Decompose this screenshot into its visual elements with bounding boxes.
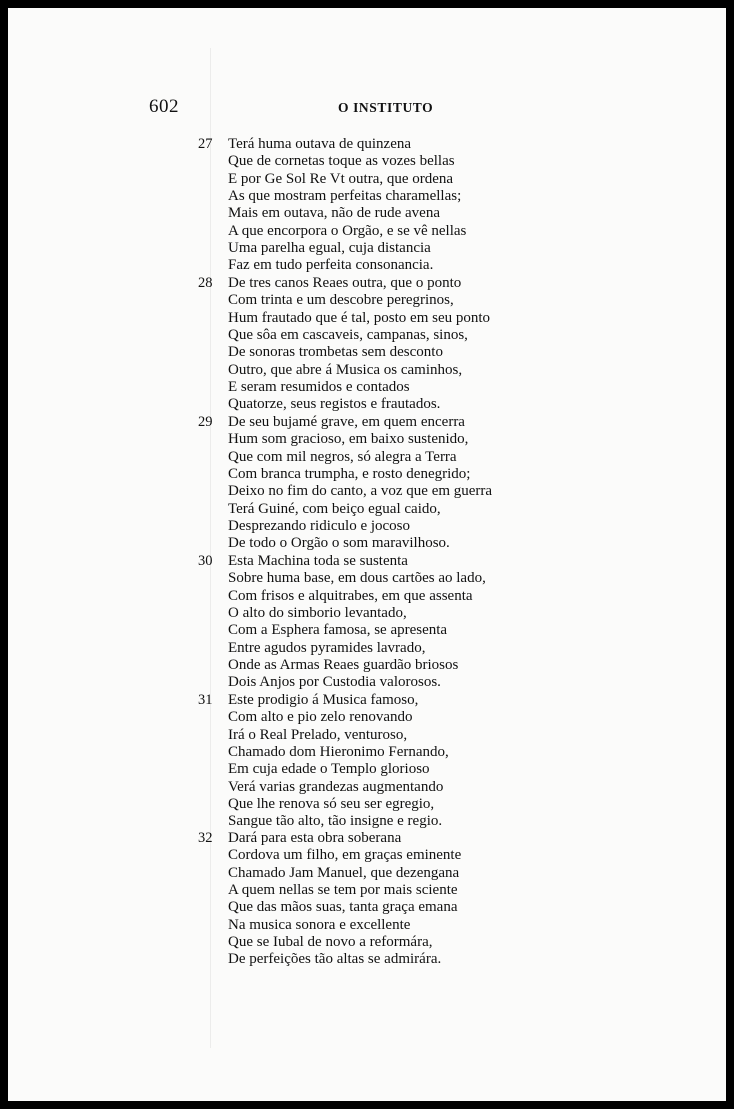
stanza-number: 32 (198, 830, 213, 846)
verse-line: Com trinta e um descobre peregrinos, (228, 292, 454, 309)
verse-line: De seu bujamé grave, em quem encerra (228, 414, 465, 430)
page-number: 602 (149, 96, 179, 117)
verse-line: Que de cornetas toque as vozes bellas (228, 153, 455, 170)
verse-line: Cordova um filho, em graças eminente (228, 847, 462, 864)
verse-line: A quem nellas se tem por mais sciente (228, 881, 458, 898)
verse-line: Desprezando ridiculo e jocoso (228, 517, 411, 534)
verse-line: Com branca trumpha, e rosto denegrido; (228, 465, 471, 482)
verse-line: Chamado dom Hieronimo Fernando, (228, 743, 449, 760)
running-title: O INSTITUTO (338, 100, 434, 115)
verse-line: Mais em outava, não de rude avena (228, 205, 440, 222)
verse-line: Que com mil negros, só alegra a Terra (228, 448, 457, 465)
stanza-number: 31 (198, 692, 213, 708)
verse-line: De tres canos Reaes outra, que o ponto (228, 275, 462, 291)
verse-line: Entre agudos pyramides lavrado, (228, 639, 426, 656)
verse-line: Que lhe renova só seu ser egregio, (228, 795, 435, 812)
verse-line: Este prodigio á Musica famoso, (228, 692, 419, 708)
verse-line: Hum frautado que é tal, posto em seu ponto (228, 309, 491, 326)
verse-line: Verá varias grandezas augmentando (228, 778, 444, 795)
verse-line: Chamado Jam Manuel, que dezengana (228, 864, 460, 881)
verse-line: Que sôa em cascaveis, campanas, sinos, (228, 326, 468, 343)
verse-line: Que das mãos suas, tanta graça emana (228, 899, 458, 916)
verse-line: Faz em tudo perfeita consonancia. (228, 257, 434, 274)
verse-line: De perfeições tão altas se admirára. (228, 951, 442, 968)
verse-line: Em cuja edade o Templo glorioso (228, 761, 430, 778)
verse-line: De sonoras trombetas sem desconto (228, 344, 443, 361)
verse-line: Que se Iubal de novo a reformára, (228, 933, 433, 950)
verse-line: Irá o Real Prelado, venturoso, (228, 726, 408, 743)
stanza-number: 27 (198, 136, 213, 152)
stanza-number: 30 (198, 553, 213, 569)
verse-line: Com a Esphera famosa, se apresenta (228, 622, 448, 639)
verse-line: Deixo no fim do canto, a voz que em guerra (228, 483, 493, 500)
verse-line: Sangue tão alto, tão insigne e regio. (228, 813, 443, 830)
book-page (8, 8, 726, 1101)
stanza-number: 29 (198, 414, 213, 430)
verse-line: E seram resumidos e contados (228, 378, 410, 395)
verse-line: Outro, que abre á Musica os caminhos, (228, 361, 463, 378)
verse-line: Quatorze, seus registos e frautados. (228, 396, 441, 413)
verse-line: Com frisos e alquitrabes, em que assenta (228, 587, 473, 604)
verse-line: Dará para esta obra soberana (228, 830, 402, 846)
verse-line: De todo o Orgão o som maravilhoso. (228, 535, 450, 552)
verse-line: Dois Anjos por Custodia valorosos. (228, 674, 441, 691)
verse-line: A que encorpora o Orgão, e se vê nellas (228, 222, 467, 239)
verse-line: E por Ge Sol Re Vt outra, que ordena (228, 170, 454, 187)
verse-line: Onde as Armas Reaes guardão briosos (228, 656, 459, 673)
gutter-shadow (210, 48, 211, 1048)
verse-line: O alto do simborio levantado, (228, 604, 407, 621)
verse-line: Uma parelha egual, cuja distancia (228, 239, 431, 256)
verse-line: Com alto e pio zelo renovando (228, 709, 413, 726)
verse-line: Terá Guiné, com beiço egual caido, (228, 500, 441, 517)
verse-line: Terá huma outava de quinzena (228, 136, 412, 152)
verse-line: Sobre huma base, em dous cartões ao lado, (228, 570, 486, 587)
verse-line: Hum som gracioso, em baixo sustenido, (228, 431, 469, 448)
verse-line: As que mostram perfeitas charamellas; (228, 187, 462, 204)
verse-line: Esta Machina toda se sustenta (228, 553, 408, 569)
stanza-number: 28 (198, 275, 213, 291)
verse-line: Na musica sonora e excellente (228, 916, 411, 933)
